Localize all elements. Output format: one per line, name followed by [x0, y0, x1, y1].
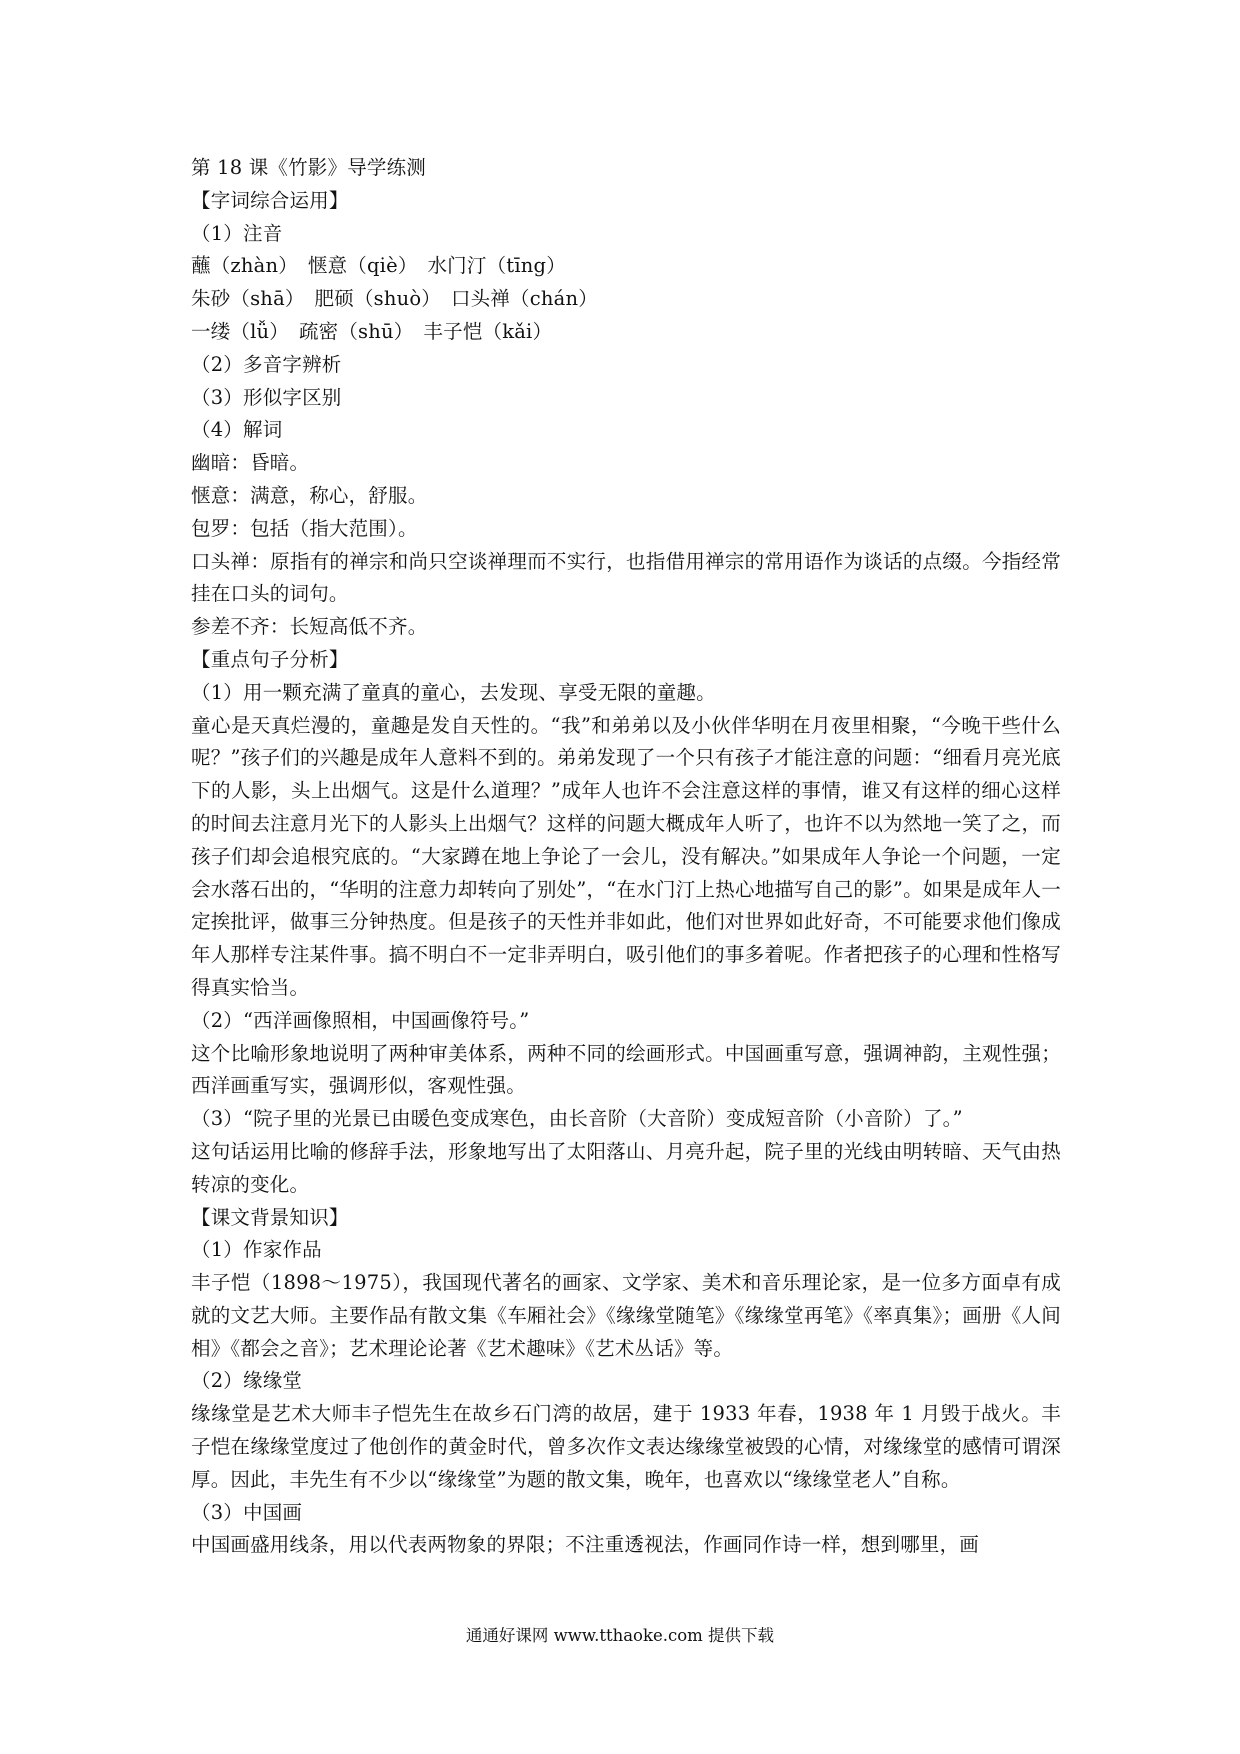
subheading-definitions: （4）解词: [191, 418, 283, 442]
pronunciation-line: 一缕（lǚ） 疏密（shū） 丰子恺（kǎi）: [191, 319, 553, 343]
background-paragraph: 丰子恺（1898～1975），我国现代著名的画家、文学家、美术和音乐理论家，是一位多方面卓有成就的文艺大师。主要作品有散文集《车厢社会》《缘缘堂随笔》《缘缘堂再笔》《率真集》；画册《人间相》《都会之音》；艺术理论论著《艺术趣味》《艺术丛话》等。: [191, 1271, 1061, 1360]
key-sentence: （3）“院子里的光景已由暖色变成寒色，由长音阶（大音阶）变成短音阶（小音阶）了。”: [191, 1107, 963, 1131]
section-heading-background: 【课文背景知识】: [191, 1205, 349, 1229]
analysis-paragraph: 童心是天真烂漫的，童趣是发自天性的。“我”和弟弟以及小伙伴华明在月夜里相聚，“今晚干些什么呢？”孩子们的兴趣是成年人意料不到的。弟弟发现了一个只有孩子才能注意的问题：“细看月亮光底下的人影，头上出烟气。这是什么道理？”成年人也许不会注意这样的事情，谁又有这样的细心这样的时间去注意月光下的人影头上出烟气？这样的问题大概成年人听了，也许不以为然地一笑了之，而孩子们却会追根究底的。“大家蹲在地上争论了一会儿，没有解决。”如果成年人争论一个问题，一定会水落石出的，“华明的注意力却转向了别处”，“在水门汀上热心地描写自己的影”。如果是成年人一定挨批评，做事三分钟热度。但是孩子的天性并非如此，他们对世界如此好奇，不可能要求他们像成年人那样专注某件事。搞不明白不一定非弄明白，吸引他们的事多着呢。作者把孩子的心理和性格写得真实恰当。: [191, 713, 1061, 999]
pronunciation-line: 朱砂（shā） 肥硕（shuò） 口头禅（chán）: [191, 287, 598, 311]
section-heading-key-sentences: 【重点句子分析】: [191, 647, 349, 671]
analysis-paragraph: 这个比喻形象地说明了两种审美体系，两种不同的绘画形式。中国画重写意，强调神韵，主观性强；西洋画重写实，强调形似，客观性强。: [191, 1041, 1061, 1098]
subheading-author: （1）作家作品: [191, 1238, 322, 1262]
subheading-similar-chars: （3）形似字区别: [191, 385, 342, 409]
document-title: 第 18 课《竹影》导学练测: [191, 156, 427, 179]
section-heading-vocabulary: 【字词综合运用】: [191, 188, 349, 212]
subheading-polyphone: （2）多音字辨析: [191, 352, 342, 376]
background-paragraph: 中国画盛用线条，用以代表两物象的界限；不注重透视法，作画同作诗一样，想到哪里，画: [191, 1533, 980, 1557]
pronunciation-line: 蘸（zhàn） 惬意（qiè） 水门汀（tīng）: [191, 254, 566, 278]
definition-line: 参差不齐：长短高低不齐。: [191, 615, 428, 639]
page-footer: 通通好课网 www.tthaoke.com 提供下载: [465, 1626, 775, 1645]
definition-line: 惬意：满意，称心，舒服。: [191, 483, 428, 507]
subheading-pronunciation: （1）注音: [191, 221, 283, 245]
definition-line: 包罗：包括（指大范围）。: [191, 516, 418, 540]
key-sentence: （1）用一颗充满了童真的童心，去发现、享受无限的童趣。: [191, 680, 716, 704]
subheading-yuanyuantang: （2）缘缘堂: [191, 1369, 303, 1393]
background-paragraph: 缘缘堂是艺术大师丰子恺先生在故乡石门湾的故居，建于 1933 年春，1938 年 1 月毁于战火。丰子恺在缘缘堂度过了他创作的黄金时代，曾多次作文表达缘缘堂被毁的心情，对缘缘堂的感情可谓深厚。因此，丰先生有不少以“缘缘堂”为题的散文集，晚年，也喜欢以“缘缘堂老人”自称。: [191, 1402, 1061, 1491]
analysis-paragraph: 这句话运用比喻的修辞手法，形象地写出了太阳落山、月亮升起，院子里的光线由明转暗、天气由热转凉的变化。: [191, 1139, 1061, 1196]
document-body: [191, 152, 1061, 1562]
subheading-chinese-painting: （3）中国画: [191, 1500, 303, 1524]
definition-line: 幽暗：昏暗。: [191, 451, 310, 475]
key-sentence: （2）“西洋画像照相，中国画像符号。”: [191, 1008, 530, 1032]
definition-paragraph: 口头禅：原指有的禅宗和尚只空谈禅理而不实行，也指借用禅宗的常用语作为谈话的点缀。今指经常挂在口头的词句。: [191, 549, 1061, 606]
